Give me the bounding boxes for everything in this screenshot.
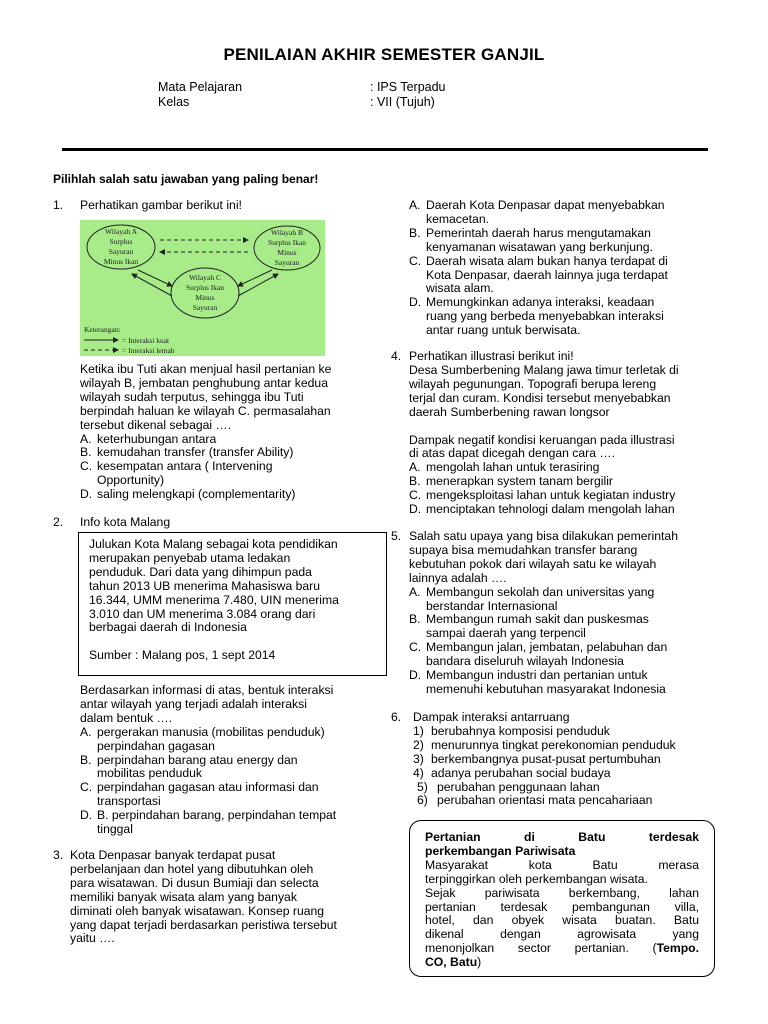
impact-number: 1) xyxy=(413,723,424,738)
impact-number: 5) xyxy=(417,779,428,794)
answer-option[interactable] xyxy=(80,781,378,809)
info-box-line: dikenal dengan agrowisata yang xyxy=(425,927,699,942)
info-box-malang xyxy=(78,532,387,676)
option-letter: A. xyxy=(409,584,421,599)
question-text-line: daerah Sumberbening rawan longsor xyxy=(409,404,610,419)
region-b-line: Minus xyxy=(277,248,297,257)
diagram-svg xyxy=(80,220,325,356)
question-number: 5. xyxy=(391,529,402,543)
option-letter: B. xyxy=(409,474,421,489)
question-text-line: terjal dan curam. Kondisi tersebut menyebabkan xyxy=(409,390,671,405)
answer-option[interactable] xyxy=(409,669,716,697)
region-c-line: Sayuran xyxy=(192,303,218,312)
impact-text: perubahan penggunaan lahan xyxy=(437,779,600,794)
question-number: 1. xyxy=(53,198,64,212)
interaction-diagram xyxy=(80,220,325,356)
option-text: pergerakan manusia (mobilitas penduduk) xyxy=(97,724,325,739)
option-text: menciptakan tehnologi dalam mengolah lahan xyxy=(426,502,675,517)
question-prompt: Perhatikan illustrasi berikut ini! xyxy=(409,349,574,363)
question-prompt: Dampak interaksi antarruang xyxy=(413,710,570,724)
option-text: keterhubungan antara xyxy=(97,431,217,446)
option-text: transportasi xyxy=(97,794,161,809)
impact-number: 4) xyxy=(413,765,424,780)
answer-option[interactable] xyxy=(80,754,378,782)
answer-option[interactable] xyxy=(409,489,716,503)
info-box-line: merupakan penyebab utama ledakan xyxy=(89,550,291,565)
region-a-label: Wilayah A xyxy=(105,227,137,236)
citation-source: CO, Batu xyxy=(425,955,478,970)
option-text: kemacetan. xyxy=(426,211,490,226)
answer-option[interactable] xyxy=(80,726,378,754)
impact-list xyxy=(413,725,716,808)
impact-item xyxy=(413,725,716,739)
option-text: Pemerintah daerah harus mengutamakan xyxy=(426,225,651,240)
answer-option[interactable] xyxy=(409,296,715,338)
question-1-body xyxy=(80,363,378,502)
option-text: mobilitas penduduk xyxy=(97,766,203,781)
answer-option[interactable] xyxy=(409,255,715,297)
option-text: kesempatan antara ( Intervening xyxy=(97,459,273,474)
option-letter: C. xyxy=(80,780,93,795)
option-text: wisata alam. xyxy=(426,281,494,296)
option-text: mengolah lahan untuk terasiring xyxy=(426,460,600,475)
option-letter: D. xyxy=(80,487,93,502)
answer-option[interactable] xyxy=(409,199,715,227)
info-box-line: Sejak pariwisata berkembang, lahan xyxy=(425,885,699,900)
impact-number: 6) xyxy=(417,793,428,808)
info-box-heading: Pertanian di Batu terdesak xyxy=(425,830,699,844)
impact-text: berkembangnya pusat-pusat pertumbuhan xyxy=(431,751,661,766)
answer-option[interactable] xyxy=(409,586,716,614)
region-a-line: Minus Ikan xyxy=(103,257,139,266)
option-text: perpindahan barang atau energy dan xyxy=(97,752,298,767)
answer-option[interactable] xyxy=(80,433,378,447)
question-prompt: Perhatikan gambar berikut ini! xyxy=(80,198,242,212)
info-box-line: pertanian terdesak pembangunan villa, xyxy=(425,899,699,914)
impact-item xyxy=(413,739,716,753)
option-letter: D. xyxy=(409,502,422,517)
instruction: Pilihlah salah satu jawaban yang paling benar! xyxy=(53,172,319,186)
question-text-line: yaitu …. xyxy=(70,931,115,946)
question-3 xyxy=(53,849,378,946)
region-c-line: Minus xyxy=(195,293,215,302)
info-box-line: Masyarakat kota Batu merasa xyxy=(425,857,699,872)
question-text-line: diminati oleh banyak wisatawan. Konsep ruang xyxy=(70,903,325,918)
impact-text: adanya perubahan social budaya xyxy=(431,765,611,780)
option-text: menerapkan system tanam bergilir xyxy=(426,474,613,489)
question-6 xyxy=(391,711,716,808)
info-box-heading: perkembangan Pariwisata xyxy=(425,843,576,858)
class-label: Kelas xyxy=(158,95,190,109)
answer-option[interactable] xyxy=(80,809,378,837)
option-letter: B. xyxy=(409,612,421,627)
region-b-line: Surplus Ikan xyxy=(267,238,307,247)
option-letter: D. xyxy=(409,668,422,683)
region-c-line: Surplus Ikan xyxy=(185,283,225,292)
question-text-line: Ketika ibu Tuti akan menjual hasil pertanian ke xyxy=(80,362,332,376)
info-box-citation-line xyxy=(425,956,699,970)
question-number: 2. xyxy=(53,515,64,529)
question-text-line: di atas dapat dicegah dengan cara …. xyxy=(409,446,615,461)
subject-label: Mata Pelajaran xyxy=(158,80,243,94)
option-text: Membangun industri dan pertanian untuk xyxy=(426,668,648,683)
question-text-line: Kota Denpasar banyak terdapat pusat xyxy=(70,848,276,862)
question-2 xyxy=(53,515,378,837)
impact-item xyxy=(413,794,716,808)
impact-text: menurunnya tingkat perekonomian penduduk xyxy=(431,737,676,752)
question-text-line: yang dapat terjadi berdasarkan peristiwa tersebut xyxy=(70,917,337,932)
class-value: : VII (Tujuh) xyxy=(370,95,435,109)
option-text: Memungkinkan adanya interaksi, keadaan xyxy=(426,295,655,310)
strong-arrow-a-c xyxy=(138,270,172,286)
option-text: Daerah Kota Denpasar dapat menyebabkan xyxy=(426,198,665,212)
info-box-line: tahun 2013 UB menerima Mahasiswa baru xyxy=(89,578,321,593)
option-text: kemudahan transfer (transfer Ability) xyxy=(97,445,294,460)
option-text: Membangun jalan, jembatan, pelabuhan dan xyxy=(426,640,668,655)
question-3-options xyxy=(409,199,715,338)
question-text-line: wilayah pegunungan. Topografi berupa lereng xyxy=(409,376,657,391)
question-text-line: dalam bentuk …. xyxy=(80,710,173,725)
question-text-line: berpindah haluan ke wilayah C. permasalahan xyxy=(80,403,331,418)
answer-option[interactable] xyxy=(409,475,716,489)
page-title: PENILAIAN AKHIR SEMESTER GANJIL xyxy=(223,45,545,64)
citation-close: ) xyxy=(477,955,482,970)
answer-option[interactable] xyxy=(80,460,378,488)
question-text-line: Desa Sumberbening Malang jawa timur terletak di xyxy=(409,362,679,377)
answer-option[interactable] xyxy=(409,613,716,641)
option-letter: B. xyxy=(80,752,92,767)
option-text: perpindahan gagasan xyxy=(97,738,215,753)
answer-option[interactable] xyxy=(409,503,716,517)
option-letter: A. xyxy=(80,724,92,739)
region-b-label: Wilayah B xyxy=(271,228,303,237)
info-box-batu xyxy=(409,820,715,977)
impact-text: perubahan orientasi mata pencahariaan xyxy=(437,793,653,808)
option-text: antar ruang untuk berwisata. xyxy=(426,323,581,338)
header-divider xyxy=(62,148,708,151)
region-b-line: Sayuran xyxy=(274,258,300,267)
option-letter: A. xyxy=(80,431,92,446)
question-text-line: wilayah sudah terputus, sehingga ibu Tuti xyxy=(80,389,304,404)
option-text: berstandar Internasional xyxy=(426,598,558,613)
option-letter: A. xyxy=(409,460,421,475)
option-text: ruang yang berbeda menyebabkan interaksi xyxy=(426,309,664,324)
question-text-line: Salah satu upaya yang bisa dilakukan pemerintah xyxy=(409,529,678,543)
region-a-line: Sayuran xyxy=(108,247,134,256)
strong-arrow-c-a xyxy=(132,274,172,296)
question-prompt: Info kota Malang xyxy=(80,515,171,529)
info-box-line: penduduk. Dari data yang dihimpun pada xyxy=(89,564,312,579)
question-5 xyxy=(391,530,716,697)
answer-option[interactable] xyxy=(409,641,716,669)
question-2-body xyxy=(80,684,378,837)
info-box-source: Sumber : Malang pos, 1 sept 2014 xyxy=(89,648,276,663)
question-text-line: tersebut dikenal sebagai …. xyxy=(80,417,232,432)
option-text: perpindahan gagasan atau informasi dan xyxy=(97,780,319,795)
subject-value: : IPS Terpadu xyxy=(370,80,446,94)
answer-option[interactable] xyxy=(80,446,378,460)
option-letter: C. xyxy=(409,640,422,655)
answer-option[interactable] xyxy=(409,461,716,475)
option-text: Kota Denpasar, daerah lainnya juga terdapat xyxy=(426,267,668,282)
citation-source: Tempo. xyxy=(656,941,699,956)
option-letter: C. xyxy=(409,253,422,268)
region-c-label: Wilayah C xyxy=(189,273,221,282)
question-text-line: Dampak negatif kondisi keruangan pada illustrasi xyxy=(409,432,675,447)
impact-item xyxy=(413,767,716,781)
info-box-line: menonjolkan sector pertanian. ( xyxy=(425,941,657,956)
option-text: Opportunity) xyxy=(97,473,165,488)
option-text: B. perpindahan barang, perpindahan tempat xyxy=(97,808,337,823)
option-text: bandara diseluruh wilayah Indonesia xyxy=(426,654,624,669)
question-text-line: memiliki banyak wisata alam yang banyak xyxy=(70,889,297,904)
question-number: 6. xyxy=(391,710,402,724)
impact-item xyxy=(413,781,716,795)
strong-arrow-c-b xyxy=(238,274,278,296)
option-text: saling melengkapi (complementarity) xyxy=(97,487,296,502)
option-text: Membangun sekolah dan universitas yang xyxy=(426,584,655,599)
option-letter: C. xyxy=(409,488,422,503)
option-letter: D. xyxy=(80,808,93,823)
option-text: kenyamanan wisatawan yang berkunjung. xyxy=(426,239,653,254)
question-text-line: wilayah B, jembatan penghubung antar kedua xyxy=(80,375,328,390)
option-letter: A. xyxy=(409,198,421,212)
info-box-line: Julukan Kota Malang sebagai kota pendidikan xyxy=(89,537,338,551)
question-number: 3. xyxy=(53,848,64,862)
left-column xyxy=(53,198,378,946)
option-text: Membangun rumah sakit dan puskesmas xyxy=(426,612,649,627)
info-box-line: 3.010 dan UM menerima 3.084 orang dari xyxy=(89,606,316,621)
legend-strong-label: = Interaksi kuat xyxy=(122,336,170,345)
option-text: tinggal xyxy=(97,822,133,837)
legend-weak-label: = Interaksi lemah xyxy=(122,346,175,355)
strong-arrow-b-c xyxy=(238,270,272,286)
question-text-line: kebutuhan pokok dari wilayah satu ke wilayah xyxy=(409,556,657,571)
option-letter: B. xyxy=(409,225,421,240)
impact-item xyxy=(413,753,716,767)
question-4 xyxy=(391,350,716,517)
info-box-citation-line xyxy=(425,942,699,956)
question-text-line: supaya bisa memudahkan transfer barang xyxy=(409,542,638,557)
impact-number: 3) xyxy=(413,751,424,766)
question-text-line: Berdasarkan informasi di atas, bentuk interaksi xyxy=(80,683,334,697)
option-text: sampai daerah yang terpencil xyxy=(426,626,586,641)
option-text: mengeksploitasi lahan untuk kegiatan industry xyxy=(426,488,676,503)
info-box-line: 16.344, UMM menerima 7.480, UIN menerima xyxy=(89,592,339,607)
option-text: Daerah wisata alam bukan hanya terdapat di xyxy=(426,253,668,268)
option-letter: C. xyxy=(80,459,93,474)
option-letter: D. xyxy=(409,295,422,310)
question-text-line: perbelanjaan dan hotel yang dibutuhkan oleh xyxy=(70,861,314,876)
answer-option[interactable] xyxy=(80,488,378,502)
question-1 xyxy=(53,199,378,213)
legend-title: Keterangan: xyxy=(84,325,121,334)
question-text-line: antar wilayah yang terjadi adalah interaksi xyxy=(80,696,307,711)
option-text: memenuhi kebutuhan masyarakat Indonesia xyxy=(426,681,666,696)
question-text-line: lainnya adalah …. xyxy=(409,570,507,585)
question-number: 4. xyxy=(391,349,402,363)
info-box-line: hotel, dan obyek wisata buatan. Batu xyxy=(425,913,699,928)
impact-number: 2) xyxy=(413,737,424,752)
info-box-line: terpinggirkan oleh perkembangan wisata. xyxy=(425,871,648,886)
info-box-line: berbagai daerah di Indonesia xyxy=(89,620,247,635)
answer-option[interactable] xyxy=(409,227,715,255)
option-letter: B. xyxy=(80,445,92,460)
question-text-line: para wisatawan. Di dusun Bumiaji dan selecta xyxy=(70,875,319,890)
impact-text: berubahnya komposisi penduduk xyxy=(431,723,610,738)
region-a-line: Surplus xyxy=(109,237,133,246)
